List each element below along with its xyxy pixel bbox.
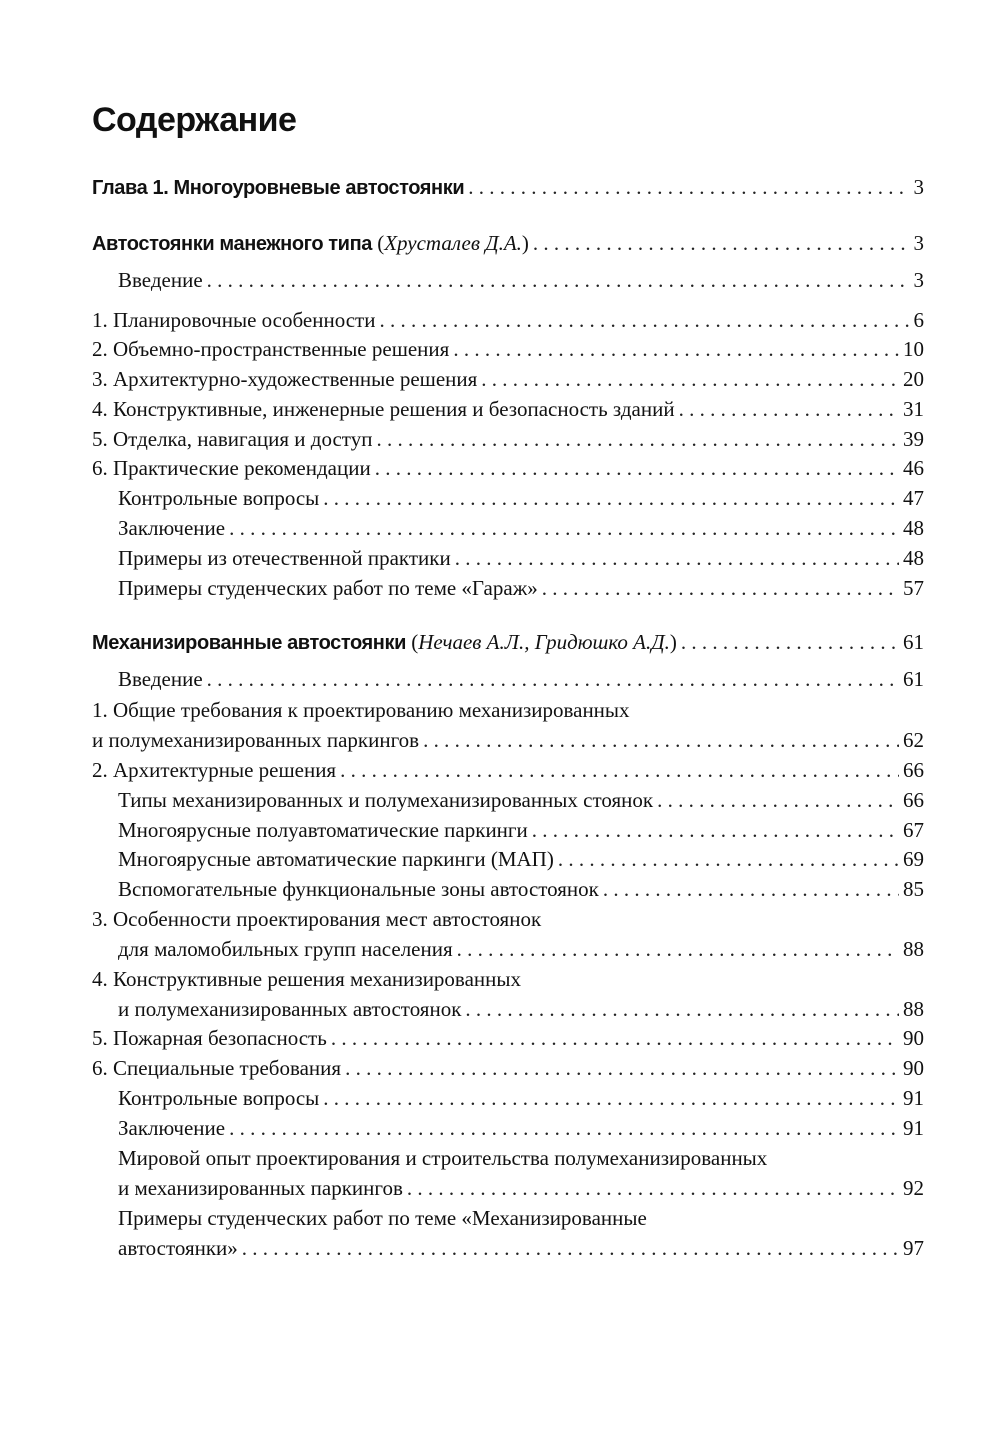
page-number: 3 [913, 268, 924, 292]
page-number: 62 [903, 728, 924, 752]
toc-section-heading[interactable] [92, 228, 924, 259]
entry-label: Примеры из отечественной практики [118, 546, 451, 570]
entry-label: 3. Архитектурно-художественные решения [92, 367, 478, 391]
page-number: 66 [903, 788, 924, 812]
section-author: Нечаев А.Л., Гридюшко А.Д. [418, 630, 670, 654]
entry-label: 4. Конструктивные, инженерные решения и безопасность зданий [92, 397, 675, 421]
toc-entry-continued[interactable]: Мировой опыт проектирования и строительства полумеханизированных [118, 1146, 768, 1170]
page-number: 91 [903, 1086, 924, 1110]
page-number: 48 [903, 546, 924, 570]
toc-entry[interactable] [118, 265, 924, 295]
page-number: 85 [903, 877, 924, 901]
dot-leader [657, 785, 899, 815]
page-number: 92 [903, 1176, 924, 1200]
toc-entry[interactable] [92, 1023, 924, 1053]
toc-entry[interactable] [118, 543, 924, 573]
paren-open: ( [371, 231, 385, 255]
dot-leader [681, 627, 899, 657]
page-title: Содержание [92, 101, 297, 139]
page-number: 48 [903, 516, 924, 540]
entry-label: 5. Отделка, навигация и доступ [92, 427, 373, 451]
dot-leader [533, 228, 910, 258]
dot-leader [603, 874, 899, 904]
toc-entry-continued[interactable]: Примеры студенческих работ по теме «Механизированные [118, 1206, 647, 1230]
toc-entry[interactable] [118, 844, 924, 874]
toc-entry[interactable] [92, 364, 924, 394]
entry-label: Контрольные вопросы [118, 1086, 320, 1110]
page-number: 90 [903, 1056, 924, 1080]
entry-label: и полумеханизированных паркингов [92, 728, 420, 752]
dot-leader [323, 1083, 899, 1113]
paren-close: ) [669, 630, 677, 654]
page-number: 88 [903, 997, 924, 1021]
dot-leader [340, 755, 899, 785]
toc-entry[interactable] [92, 1053, 924, 1083]
entry-label: Введение [118, 268, 203, 292]
toc-entry[interactable] [92, 305, 924, 335]
page-number: 66 [903, 758, 924, 782]
entry-label: Введение [118, 667, 203, 691]
section-author: Хрусталев Д.А. [384, 231, 522, 255]
toc-entry[interactable] [92, 453, 924, 483]
toc-entry[interactable] [118, 785, 924, 815]
dot-leader [345, 1053, 899, 1083]
page-number: 90 [903, 1026, 924, 1050]
page-number: 67 [903, 818, 924, 842]
toc-entry[interactable] [118, 994, 924, 1024]
page-number: 47 [903, 486, 924, 510]
toc-entry[interactable] [118, 573, 924, 603]
toc-entry[interactable] [118, 1173, 924, 1203]
dot-leader [465, 994, 899, 1024]
entry-label: 2. Объемно-пространственные решения [92, 337, 450, 361]
paren-close: ) [521, 231, 529, 255]
dot-leader [242, 1233, 899, 1263]
section-title: Автостоянки манежного типа [92, 233, 372, 255]
toc-entry[interactable] [92, 334, 924, 364]
dot-leader [455, 543, 899, 573]
toc-entry[interactable] [118, 1113, 924, 1143]
dot-leader [457, 934, 899, 964]
entry-label: Многоярусные автоматические паркинги (МАП) [118, 847, 554, 871]
dot-leader [323, 483, 899, 513]
dot-leader [229, 1113, 899, 1143]
dot-leader [423, 725, 899, 755]
page-number: 6 [913, 308, 924, 332]
page-number: 3 [913, 175, 924, 199]
entry-label: 6. Специальные требования [92, 1056, 342, 1080]
toc-entry[interactable] [92, 755, 924, 785]
entry-label: Многоярусные полуавтоматические паркинги [118, 818, 528, 842]
entry-label: Заключение [118, 516, 226, 540]
dot-leader [558, 844, 899, 874]
page-number: 69 [903, 847, 924, 871]
toc-entry[interactable] [92, 424, 924, 454]
page-number: 39 [903, 427, 924, 451]
dot-leader [679, 394, 899, 424]
page-number: 97 [903, 1236, 924, 1260]
entry-label: Типы механизированных и полумеханизированных стоянок [118, 788, 654, 812]
dot-leader [453, 334, 899, 364]
section-title: Механизированные автостоянки [92, 632, 406, 654]
dot-leader [532, 815, 899, 845]
entry-label: 5. Пожарная безопасность [92, 1026, 327, 1050]
toc-chapter-entry[interactable] [92, 172, 924, 203]
paren-open: ( [406, 630, 419, 654]
dot-leader [229, 513, 899, 543]
page-number: 91 [903, 1116, 924, 1140]
dot-leader [379, 305, 909, 335]
dot-leader [375, 453, 899, 483]
page-number: 46 [903, 456, 924, 480]
page-number: 3 [913, 231, 924, 255]
dot-leader [207, 265, 910, 295]
toc-entry[interactable] [92, 394, 924, 424]
toc-entry-continued[interactable]: 3. Особенности проектирования мест автостоянок [92, 907, 542, 931]
page-number: 88 [903, 937, 924, 961]
toc-section-heading[interactable] [92, 627, 924, 658]
page-number: 61 [903, 630, 924, 654]
entry-label: 1. Планировочные особенности [92, 308, 376, 332]
toc-entry-continued[interactable]: 1. Общие требования к проектированию механизированных [92, 698, 630, 722]
page-number: 20 [903, 367, 924, 391]
dot-leader [468, 172, 909, 202]
toc-entry[interactable] [118, 513, 924, 543]
toc-entry-continued[interactable]: 4. Конструктивные решения механизированных [92, 967, 521, 991]
entry-label: Контрольные вопросы [118, 486, 320, 510]
toc-entry[interactable] [92, 725, 924, 755]
entry-label: Примеры студенческих работ по теме «Гараж» [118, 576, 538, 600]
chapter-label: Глава 1. Многоуровневые автостоянки [92, 177, 465, 199]
toc-entry[interactable] [118, 483, 924, 513]
toc-entry[interactable] [118, 664, 924, 694]
page-number: 31 [903, 397, 924, 421]
toc-entry[interactable] [118, 1233, 924, 1263]
page-number: 57 [903, 576, 924, 600]
toc-entry[interactable] [118, 1083, 924, 1113]
dot-leader [376, 424, 899, 454]
page-number: 61 [903, 667, 924, 691]
entry-label: и механизированных паркингов [118, 1176, 403, 1200]
dot-leader [481, 364, 899, 394]
dot-leader [207, 664, 899, 694]
entry-label: для маломобильных групп населения [118, 937, 453, 961]
entry-label: 2. Архитектурные решения [92, 758, 337, 782]
toc-entry[interactable] [118, 874, 924, 904]
page-number: 10 [903, 337, 924, 361]
toc-entry[interactable] [118, 934, 924, 964]
entry-label: 6. Практические рекомендации [92, 456, 371, 480]
entry-label: Заключение [118, 1116, 226, 1140]
entry-label: автостоянки» [118, 1236, 238, 1260]
toc-entry[interactable] [118, 815, 924, 845]
entry-label: и полумеханизированных автостоянок [118, 997, 462, 1021]
entry-label: Вспомогательные функциональные зоны автостоянок [118, 877, 599, 901]
dot-leader [542, 573, 899, 603]
dot-leader [331, 1023, 899, 1053]
dot-leader [407, 1173, 899, 1203]
